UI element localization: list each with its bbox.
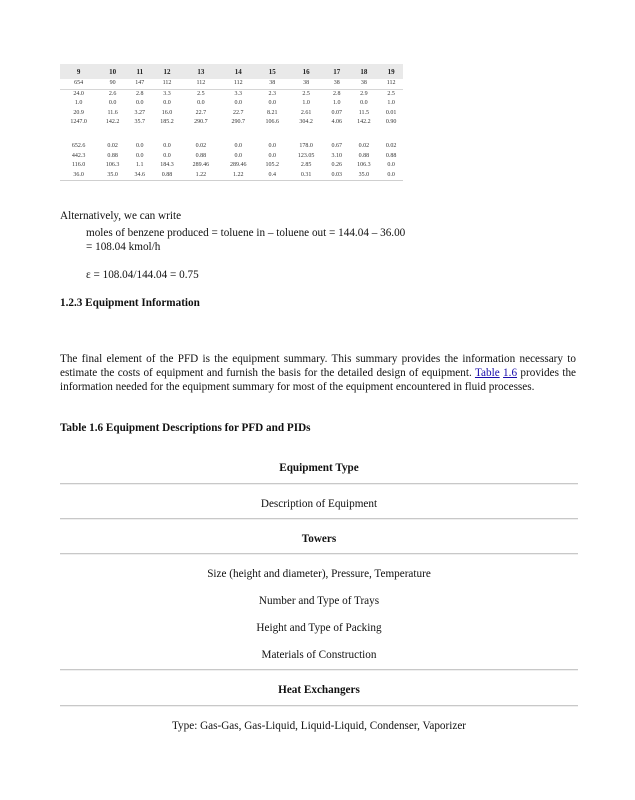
stream-table-cell: 442.3 <box>71 152 86 159</box>
stream-column-header: 16 <box>287 64 324 79</box>
stream-column-header: 9 <box>60 64 97 79</box>
stream-table-cell: 0.07 <box>331 109 342 116</box>
stream-table-cell: 0.88 <box>195 152 207 159</box>
stream-table-cell: 147 <box>135 80 145 86</box>
stream-table-cell: 142.2 <box>357 119 371 126</box>
stream-table-cell: 2.9 <box>360 90 368 97</box>
stream-column-header: 14 <box>220 64 257 79</box>
table-rule <box>60 669 578 670</box>
stream-table-cell: 185.2 <box>160 119 174 126</box>
stream-table-cell: 4.06 <box>331 119 342 126</box>
stream-table-cell: 0.67 <box>331 142 342 149</box>
paragraph-text-2: provides the information needed for the equipment summary for most of the equipment encountered in fluid processes. <box>60 367 576 393</box>
paragraph-text-1: The final element of the PFD is the equipment summary. This summary provides the information necessary to estimate the costs of equipment and furnish the basis for the detailed design of equipment. <box>60 353 576 379</box>
stream-table-cell: 38 <box>303 80 310 86</box>
table-link[interactable]: Table <box>474 367 500 379</box>
stream-table-cell: 0.0 <box>387 162 395 169</box>
stream-table-gap <box>60 128 403 142</box>
stream-table-cell: 24.0 <box>73 90 84 97</box>
stream-table-cell: 290.7 <box>231 119 245 126</box>
stream-table-row <box>60 109 403 119</box>
stream-table-cell: 112 <box>196 80 206 86</box>
stream-table-cell: 0.88 <box>358 152 370 159</box>
section-heading: 1.2.3 Equipment Information <box>60 297 200 309</box>
stream-table-cell: 0.0 <box>136 100 144 107</box>
stream-table-cell: 35.0 <box>97 171 128 181</box>
stream-table-cell: 2.6 <box>108 90 117 97</box>
stream-column-header: 13 <box>182 64 219 79</box>
stream-table-cell: 123.05 <box>297 152 315 159</box>
stream-table-cell: 0.88 <box>107 152 118 159</box>
table-rule <box>60 705 578 706</box>
table-number-link[interactable]: 1.6 <box>503 367 518 379</box>
stream-table-cell: 178.0 <box>299 142 313 149</box>
stream-table-cell: 289.46 <box>192 162 210 169</box>
stream-table-cell: 3.10 <box>331 152 342 159</box>
stream-table-cell: 0.26 <box>331 162 342 169</box>
stream-table-cell: 34.6 <box>128 171 152 181</box>
stream-table-cell: 112 <box>162 80 172 86</box>
stream-table-cell: 2.61 <box>300 109 312 116</box>
stream-table-cell: 116.0 <box>72 162 86 169</box>
stream-table-cell: 0.0 <box>379 171 403 181</box>
stream-table-cell: 2.3 <box>268 90 276 97</box>
stream-table-cell: 654 <box>74 80 84 86</box>
stream-table-cell: 1.0 <box>302 100 310 107</box>
stream-table-cell: 16.0 <box>161 109 173 116</box>
stream-table-cell: 0.4 <box>257 171 288 181</box>
stream-table-cell: 0.88 <box>152 171 183 181</box>
stream-table-cell: 2.8 <box>136 90 144 97</box>
stream-column-header: 19 <box>379 64 403 79</box>
stream-table-cell: 22.7 <box>233 109 244 116</box>
stream-table-cell: 2.5 <box>302 90 310 97</box>
heat-exchanger-item: Type: Gas-Gas, Gas-Liquid, Liquid-Liquid, Condenser, Vaporizer <box>171 720 467 732</box>
equation-moles-benzene: moles of benzene produced = toluene in – toluene out = 144.04 – 36.00 <box>86 227 406 239</box>
table-caption: Table 1.6 Equipment Descriptions for PFD and PIDs <box>60 422 311 434</box>
stream-table-cell: 0.0 <box>197 100 205 107</box>
stream-table-row <box>60 171 403 181</box>
stream-table-cell: 0.0 <box>268 152 276 159</box>
stream-table-cell: 0.0 <box>234 100 242 107</box>
stream-table-cell: 1.0 <box>387 100 395 107</box>
stream-table-cell: 1.22 <box>220 171 257 181</box>
stream-table-cell: 0.0 <box>136 152 144 159</box>
stream-table-cell: 20.9 <box>73 109 84 116</box>
stream-table-row <box>60 118 403 128</box>
stream-table-cell: 112 <box>386 80 396 86</box>
stream-column-header: 11 <box>128 64 152 79</box>
stream-table-cell: 11.5 <box>358 109 370 116</box>
stream-table-cell: 105.2 <box>265 162 279 169</box>
equation-result: = 108.04 kmol/h <box>86 241 161 253</box>
stream-table-cell: 3.3 <box>234 90 242 97</box>
stream-table-cell: 106.3 <box>105 162 120 169</box>
towers-item: Materials of Construction <box>261 649 377 661</box>
stream-table-cell: 0.0 <box>163 152 171 159</box>
stream-table-cell: 2.5 <box>387 90 395 97</box>
stream-table-cell: 38 <box>360 80 367 86</box>
stream-table-row <box>60 161 403 171</box>
stream-table-cell: 1.0 <box>332 100 341 107</box>
stream-table-cell: 0.31 <box>287 171 324 181</box>
table-rule <box>60 553 578 554</box>
stream-table-cell: 0.01 <box>385 109 397 116</box>
description-subheader: Description of Equipment <box>260 498 378 510</box>
towers-item: Number and Type of Trays <box>258 595 380 607</box>
stream-table-cell: 8.21 <box>266 109 278 116</box>
stream-table-cell: 0.02 <box>358 142 370 149</box>
stream-table-cell: 2.85 <box>300 162 312 169</box>
heat-exchangers-heading: Heat Exchangers <box>278 684 360 696</box>
stream-table-row <box>60 79 403 89</box>
stream-table-cell: 0.03 <box>325 171 349 181</box>
stream-table-cell: 0.0 <box>234 152 242 159</box>
stream-table-cell: 2.5 <box>197 90 205 97</box>
stream-table-cell: 2.8 <box>332 90 341 97</box>
towers-heading: Towers <box>301 533 337 545</box>
stream-column-header: 12 <box>152 64 183 79</box>
stream-table-cell: 90 <box>109 80 116 86</box>
stream-table-cell: 112 <box>233 80 243 86</box>
equipment-paragraph <box>60 352 576 394</box>
stream-table-cell: 652.6 <box>71 142 86 149</box>
stream-table-cell: 0.02 <box>107 142 118 149</box>
towers-item: Height and Type of Packing <box>256 622 382 634</box>
stream-table-cell: 1.0 <box>74 100 83 107</box>
stream-table-cell: 22.7 <box>195 109 207 116</box>
stream-table-row <box>60 152 403 162</box>
stream-table-cell: 0.0 <box>136 142 144 149</box>
stream-table-cell: 0.0 <box>268 142 276 149</box>
table-rule <box>60 518 578 519</box>
stream-table-cell: 0.90 <box>385 119 397 126</box>
stream-table-cell: 35.0 <box>349 171 380 181</box>
stream-column-header: 15 <box>257 64 288 79</box>
stream-table-cell: 142.2 <box>105 119 120 126</box>
stream-table-cell: 0.0 <box>360 100 368 107</box>
stream-table-row <box>60 90 403 100</box>
stream-table-cell: 0.02 <box>385 142 397 149</box>
stream-table-header-row <box>60 64 403 79</box>
stream-table-cell: 3.27 <box>134 109 146 116</box>
stream-table-row <box>60 99 403 109</box>
stream-table-cell: 0.0 <box>163 142 171 149</box>
stream-table-cell: 1247.0 <box>70 119 87 126</box>
stream-table-cell: 290.7 <box>194 119 208 126</box>
table-rule <box>60 483 578 484</box>
stream-table-cell: 36.0 <box>60 171 97 181</box>
stream-table-cell: 1.22 <box>182 171 219 181</box>
stream-table-cell: 0.02 <box>195 142 207 149</box>
stream-column-header: 10 <box>97 64 128 79</box>
stream-table-cell: 0.0 <box>163 100 171 107</box>
stream-column-header: 17 <box>325 64 349 79</box>
stream-table-cell: 35.7 <box>134 119 146 126</box>
stream-table-cell: 1.1 <box>136 162 144 169</box>
stream-table-cell: 0.88 <box>385 152 397 159</box>
stream-table-cell: 0.0 <box>268 100 276 107</box>
stream-table-cell: 106.6 <box>265 119 279 126</box>
stream-table-cell: 38 <box>333 80 340 86</box>
towers-item: Size (height and diameter), Pressure, Temperature <box>207 568 431 580</box>
stream-table-cell: 106.3 <box>357 162 371 169</box>
stream-table-cell: 289.46 <box>230 162 247 169</box>
stream-column-header: 18 <box>349 64 380 79</box>
stream-table-cell: 304.2 <box>299 119 313 126</box>
equipment-type-header: Equipment Type <box>279 462 359 474</box>
stream-table-cell: 0.0 <box>234 142 242 149</box>
stream-table-cell: 3.3 <box>163 90 171 97</box>
stream-table-image <box>60 64 403 181</box>
equation-epsilon: ε = 108.04/144.04 = 0.75 <box>86 269 199 281</box>
stream-table-cell: 0.0 <box>108 100 117 107</box>
stream-table-cell: 184.3 <box>160 162 174 169</box>
stream-table-row <box>60 142 403 152</box>
alternative-intro: Alternatively, we can write <box>60 210 182 222</box>
stream-table-cell: 11.6 <box>107 109 118 116</box>
stream-table-cell: 38 <box>269 80 276 86</box>
